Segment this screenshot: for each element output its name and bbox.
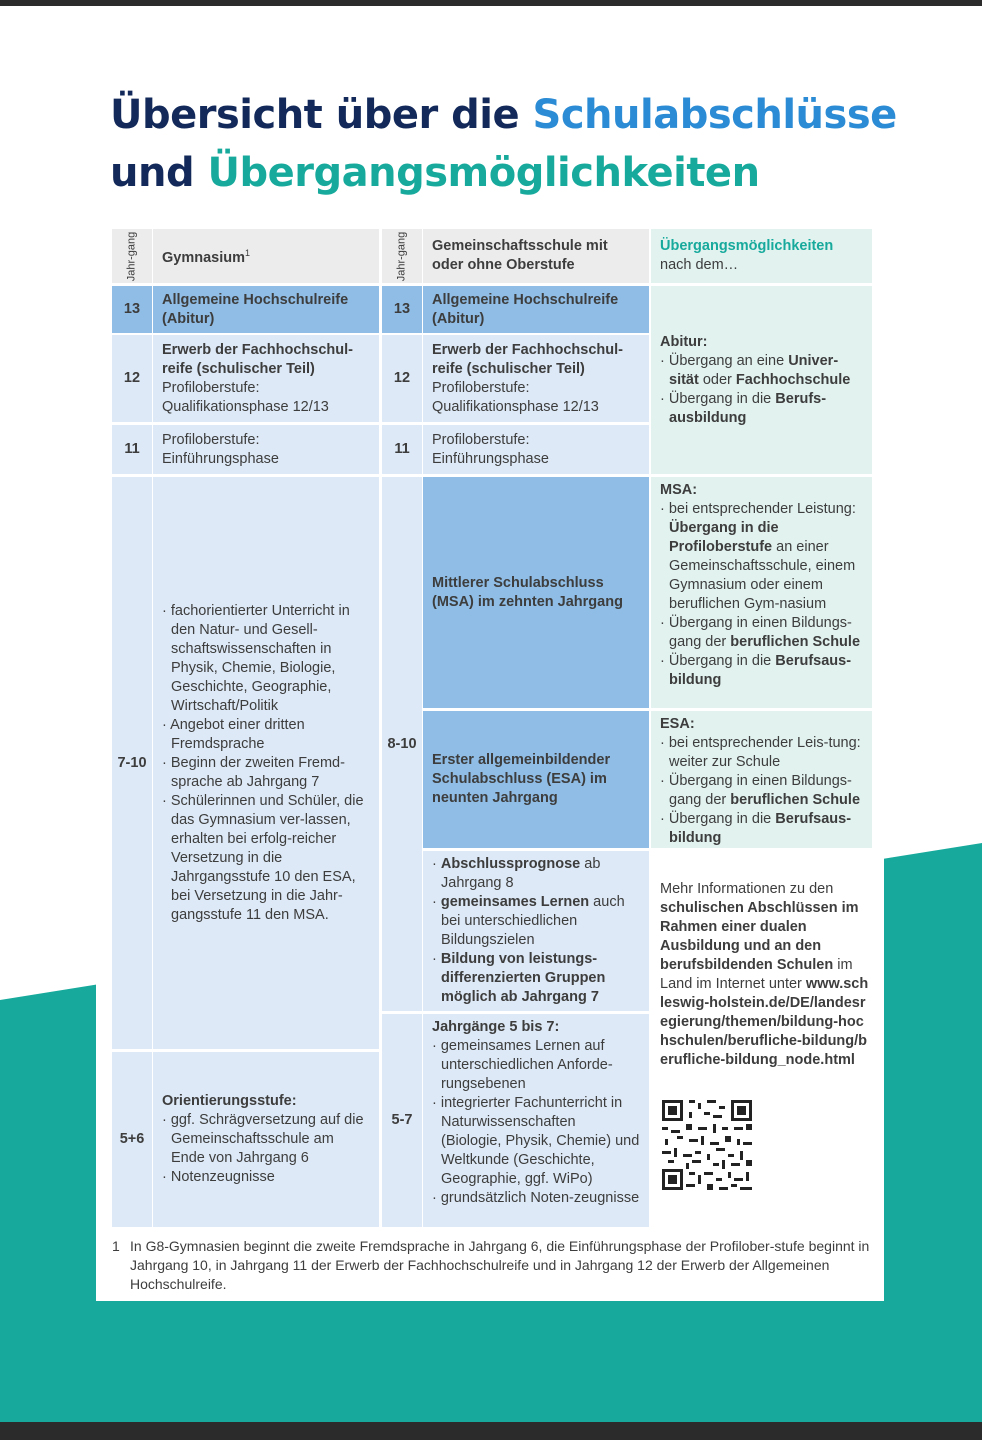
gem-abitur: Allgemeine Hochschulreife (Abitur) xyxy=(423,286,649,333)
footnote: 1 In G8-Gymnasien beginnt die zweite Fremdsprache in Jahrgang 6, die Einführungsphase der Profilober-stufe beginnt in Jahrgang 10, in Jahrgang 11 der Erwerb der Fachhochschulreife und in Jahrgang 12 der Erwerb der Allgemeinen Hochschulreife. xyxy=(112,1238,870,1292)
gem-year-8-10: 8-10 xyxy=(382,477,422,1011)
gym-abitur: Allgemeine Hochschulreife (Abitur) xyxy=(153,286,379,333)
list-item: · ggf. Schrägversetzung auf die Gemeinschaftsschule am Ende von Jahrgang 6 xyxy=(162,1111,370,1168)
list-item: · Übergang in einen Bildungs-gang der beruflichen Schule xyxy=(660,772,863,810)
gem-year-11: 11 xyxy=(382,425,422,474)
gem-jahrgaenge-5-7: Jahrgänge 5 bis 7: · gemeinsames Lernen auf unterschiedlichen Anforde-rungsebenen · integrierter Fachunterricht in Naturwissenschaften (Biologie, Physik, Chemie) und Weltkunde (Geschichte, Geographie, ggf. WiPo) · grundsätzlich Noten-zeugnisse xyxy=(423,1014,649,1227)
ueb-msa: MSA: · bei entsprechender Leistung: Übergang in die Profiloberstufe an einer Gemeinschaftsschule, einem Gymnasium oder einem beruflichen Gym-nasium · Übergang in einen Bildungs-gang der beruflichen Schule · Übergang in die Berufsaus-bildung xyxy=(651,477,872,708)
title-highlight-schulabschluesse: Schulabschlüsse xyxy=(532,92,897,138)
gem-abschlussprognose xyxy=(423,851,649,1011)
header-uebergang: Übergangsmöglichkeiten nach dem… xyxy=(651,229,872,283)
gem-year-12: 12 xyxy=(382,335,422,422)
list-item: · Angebot einer dritten Fremdsprache xyxy=(162,716,370,754)
list-item: · Übergang in die Berufs-ausbildung xyxy=(660,390,863,428)
gym-year-11: 11 xyxy=(112,425,152,474)
header-gymnasium: Gymnasium$^1$ xyxy=(153,229,379,283)
list-item: · fachorientierter Unterricht in den Natur- und Gesell-schaftswissenschaften in Physik, Chemie, Biologie, Geschichte, Geographie, Wirtschaft/Politik xyxy=(162,602,370,716)
list-item: · Schülerinnen und Schüler, die das Gymnasium ver-lassen, erhalten bei erfolg-reicher Versetzung in die Jahrgangsstufe 10 den ESA, bei Versetzung in die Jahr-gangsstufe 11 den MSA. xyxy=(162,792,370,925)
gem-msa: Mittlerer Schulabschluss (MSA) im zehnten Jahrgang xyxy=(423,477,649,708)
list-item: · Bildung von leistungs-differenzierten Gruppen möglich ab Jahrgang 7 xyxy=(432,950,640,1007)
gym-einfuehrungsphase: Profiloberstufe: Einführungsphase xyxy=(153,425,379,474)
ueb-abitur: Abitur: · Übergang an eine Univer-sität oder Fachhochschule · Übergang in die Berufs-ausbildung xyxy=(651,286,872,474)
header-jahrgang-gem: Jahr-gang xyxy=(382,229,422,283)
ueb-info: Mehr Informationen zu den schulischen Abschlüssen im Rahmen einer dualen Ausbildung und an den berufsbildenden Schulen im Land im Internet unter www.schleswig-holstein.de/DE/landesregierung/themen/bildung-hochschulen/berufliche-bildung/berufliche-bildung_node.html xyxy=(651,851,879,1097)
list-item: · grundsätzlich Noten-zeugnisse xyxy=(432,1189,640,1208)
list-item: · Übergang an eine Univer-sität oder Fachhochschule xyxy=(660,352,863,390)
gem-year-5-7: 5-7 xyxy=(382,1014,422,1227)
header-gemeinschaftsschule: Gemeinschaftsschule mit oder ohne Oberstufe xyxy=(423,229,649,283)
info-url-link[interactable]: www.schleswig-holstein.de/DE/landesregierung/themen/bildung-hochschulen/berufliche-bildung/berufliche-bildung_node.html xyxy=(660,976,869,1068)
title-highlight-uebergang: Übergangsmöglichkeiten xyxy=(207,150,760,196)
list-item: · Übergang in die Berufsaus-bildung xyxy=(660,652,863,690)
list-item: · Abschlussprognose ab Jahrgang 8 xyxy=(432,855,640,893)
list-item: · Übergang in einen Bildungs-gang der beruflichen Schule xyxy=(660,614,863,652)
page-title: Übersicht über die Schulabschlüsse und Übergangsmöglichkeiten xyxy=(110,92,897,196)
list-item: · bei entsprechender Leis-tung: weiter zur Schule xyxy=(660,734,863,772)
ueb-esa: ESA: · bei entsprechender Leis-tung: weiter zur Schule · Übergang in einen Bildungs-gang der beruflichen Schule · Übergang in die Berufsaus-bildung xyxy=(651,711,872,848)
gym-year-12: 12 xyxy=(112,335,152,422)
list-item: · Notenzeugnisse xyxy=(162,1168,370,1187)
gem-fachhochschulreife: Erwerb der Fachhochschul-reife (schulischer Teil) Profiloberstufe: Qualifikationsphase 12/13 xyxy=(423,335,649,422)
gym-year-5-6: 5+6 xyxy=(112,1052,152,1227)
list-item: · gemeinsames Lernen auf unterschiedlichen Anforde-rungsebenen xyxy=(432,1037,640,1094)
gem-year-13: 13 xyxy=(382,286,422,333)
gym-year-7-10: 7-10 xyxy=(112,477,152,1049)
gym-7-10-details xyxy=(153,477,379,1049)
qr-code-icon xyxy=(662,1100,752,1190)
gym-orientierungsstufe: Orientierungsstufe: · ggf. Schrägversetzung auf die Gemeinschaftsschule am Ende von Jahrgang 6 · Notenzeugnisse xyxy=(153,1052,379,1227)
list-item: · bei entsprechender Leistung: Übergang in die Profiloberstufe an einer Gemeinschaftsschule, einem Gymnasium oder einem beruflichen Gym-nasium xyxy=(660,500,863,614)
list-item: · Übergang in die Berufsaus-bildung xyxy=(660,810,863,848)
gem-einfuehrungsphase: Profiloberstufe: Einführungsphase xyxy=(423,425,649,474)
gym-year-13: 13 xyxy=(112,286,152,333)
header-jahrgang-gym: Jahr-gang xyxy=(112,229,152,283)
list-item: · Beginn der zweiten Fremd-sprache ab Jahrgang 7 xyxy=(162,754,370,792)
gem-esa: Erster allgemeinbildender Schulabschluss (ESA) im neunten Jahrgang xyxy=(423,711,649,848)
gym-fachhochschulreife: Erwerb der Fachhochschul-reife (schulischer Teil) Profiloberstufe: Qualifikationsphase 12/13 xyxy=(153,335,379,422)
bottom-border xyxy=(0,1422,982,1440)
list-item: · integrierter Fachunterricht in Naturwissenschaften (Biologie, Physik, Chemie) und Weltkunde (Geschichte, Geographie, ggf. WiPo) xyxy=(432,1094,640,1189)
list-item: · gemeinsames Lernen auch bei unterschiedlichen Bildungszielen xyxy=(432,893,640,950)
